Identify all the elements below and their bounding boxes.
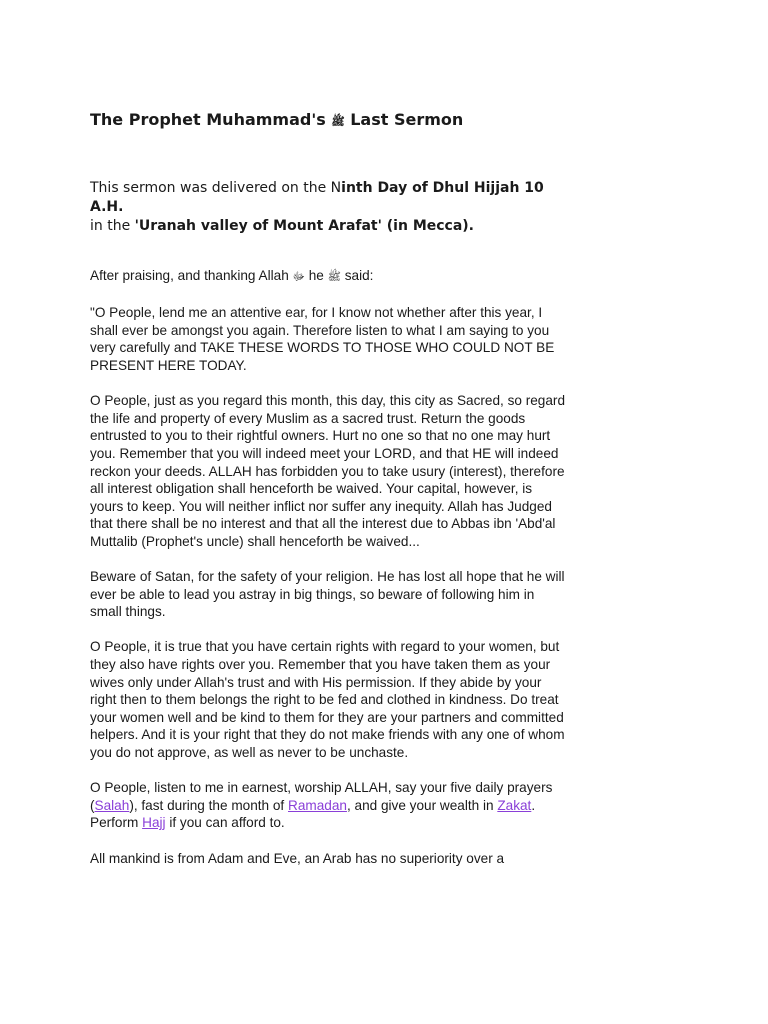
- p5-part5: if you can afford to.: [165, 815, 285, 831]
- link-zakat[interactable]: Zakat: [497, 797, 532, 813]
- paragraph-1: "O People, lend me an attentive ear, for I know not whether after this year, I shall ever be amongst you again. Therefore listen to what I am saying to you very carefully and TAKE THESE WORDS TO THOSE WHO COULD NOT BE PRESENT HERE TODAY.: [90, 305, 555, 373]
- paragraph-praise: [90, 267, 565, 287]
- paragraph-3: Beware of Satan, for the safety of your religion. He has lost all hope that he will ever be able to lead you astray in big things, so beware of following him in small things.: [90, 569, 565, 620]
- sermon-body: [90, 267, 565, 867]
- praise-part2: he: [304, 268, 328, 283]
- paragraph-6: All mankind is from Adam and Eve, an Arab has no superiority over a: [90, 850, 505, 866]
- intro-line-1: [90, 179, 565, 217]
- salawat-glyph-icon: ﷺ: [327, 271, 341, 283]
- praise-part3: said:: [340, 268, 374, 283]
- intro-line2-prefix: in the: [90, 218, 135, 234]
- praise-part1: After praising, and thanking Allah: [90, 268, 293, 283]
- title-part2: Last Sermon: [344, 110, 464, 129]
- p5-part4: . Perform: [90, 797, 536, 831]
- page-title: [90, 110, 565, 131]
- intro-line-2: [90, 217, 565, 236]
- link-salah[interactable]: Salah: [94, 797, 130, 813]
- title-part1: The Prophet Muhammad's: [90, 110, 332, 129]
- salawat-glyph-icon: ﷺ: [331, 115, 345, 128]
- intro-block: [90, 179, 565, 236]
- p5-part1: O People, listen to me in earnest, worship ALLAH, say your five daily prayers (: [90, 780, 553, 813]
- intro-line2-bold: 'Uranah valley of Mount Arafat' (in Mecca).: [134, 218, 475, 234]
- paragraph-5: [90, 779, 565, 832]
- allah-glyph-icon: ﷻ: [292, 271, 305, 283]
- p5-part3: , and give your wealth in: [346, 797, 498, 813]
- document-page: [90, 110, 565, 885]
- intro-line1-prefix: This sermon was delivered on the N: [90, 180, 342, 196]
- link-hajj[interactable]: Hajj: [142, 815, 166, 831]
- link-ramadan[interactable]: Ramadan: [288, 797, 347, 813]
- paragraph-4: O People, it is true that you have certain rights with regard to your women, but they also have rights over you. Remember that you have taken them as your wives only under Allah's trust and with His permission. If they abide by your right then to them belongs the right to be fed and clothed in kindness. Do treat your women well and be kind to them for they are your partners and committed helpers. And it is your right that they do not make friends with any one of whom you do not approve, as well as never to be unchaste.: [90, 639, 565, 761]
- p5-part2: ), fast during the month of: [129, 797, 288, 813]
- paragraph-2: O People, just as you regard this month, this day, this city as Sacred, so regard the life and property of every Muslim as a sacred trust. Return the goods entrusted to you to their rightful owners. Hurt no one so that no one may hurt you. Remember that you will indeed meet your LORD, and that HE will indeed reckon your deeds. ALLAH has forbidden you to take usury (interest), therefore all interest obligation shall henceforth be waived. Your capital, however, is yours to keep. You will neither inflict nor suffer any inequity. Allah has Judged that there shall be no interest and that all the interest due to Abbas ibn 'Abd'al Muttalib (Prophet's uncle) shall henceforth be waived...: [90, 393, 566, 549]
- intro-line1-bold: inth Day of Dhul Hijjah 10 A.H.: [90, 180, 544, 215]
